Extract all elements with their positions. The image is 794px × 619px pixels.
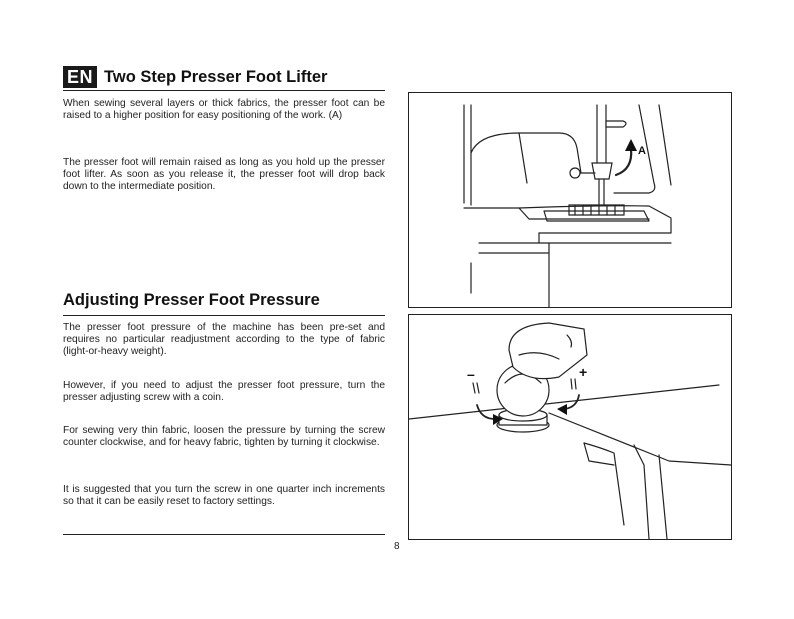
figure-label-a: A — [638, 145, 646, 157]
bottom-divider — [63, 534, 385, 535]
section-header-presser-foot-lifter — [63, 66, 327, 88]
section-divider — [63, 90, 385, 91]
lifter-paragraph-2: The presser foot will remain raised as long as you hold up the presser foot lifter. As soon as you release it, the presser foot will drop back down to the intermediate position. — [63, 157, 385, 193]
pressure-screw-illustration — [409, 315, 731, 539]
language-badge: EN — [63, 66, 97, 88]
section-divider — [63, 315, 385, 316]
counterclockwise-arrow-icon — [557, 404, 567, 415]
sewing-machine-head-illustration — [409, 93, 731, 307]
section-title-presser-foot-lifter: Two Step Presser Foot Lifter — [104, 67, 328, 86]
loosen-minus-label: – — [467, 366, 475, 382]
section-header-presser-foot-pressure — [63, 291, 320, 310]
figure-presser-foot-pressure — [408, 314, 732, 540]
tighten-plus-label: + — [579, 364, 588, 380]
pressure-paragraph-4: It is suggested that you turn the screw in one quarter inch increments so that it can be easily reset to factory settings. — [63, 484, 385, 508]
pressure-paragraph-3: For sewing very thin fabric, loosen the pressure by turning the screw counter clockwise, and for heavy fabric, tighten by turning it clockwise. — [63, 425, 385, 449]
lifter-paragraph-1: When sewing several layers or thick fabrics, the presser foot can be raised to a higher position for easy positioning of the work. (A) — [63, 98, 385, 122]
page-number: 8 — [394, 541, 400, 552]
figure-presser-foot-lifter — [408, 92, 732, 308]
pressure-paragraph-2: However, if you need to adjust the presser foot pressure, turn the presser adjusting screw with a coin. — [63, 380, 385, 404]
lift-arrow-icon — [625, 139, 637, 151]
section-title-presser-foot-pressure: Adjusting Presser Foot Pressure — [63, 291, 320, 309]
pressure-paragraph-1: The presser foot pressure of the machine has been pre-set and requires no particular readjustment according to the type of fabric (light-or-heavy weight). — [63, 322, 385, 358]
